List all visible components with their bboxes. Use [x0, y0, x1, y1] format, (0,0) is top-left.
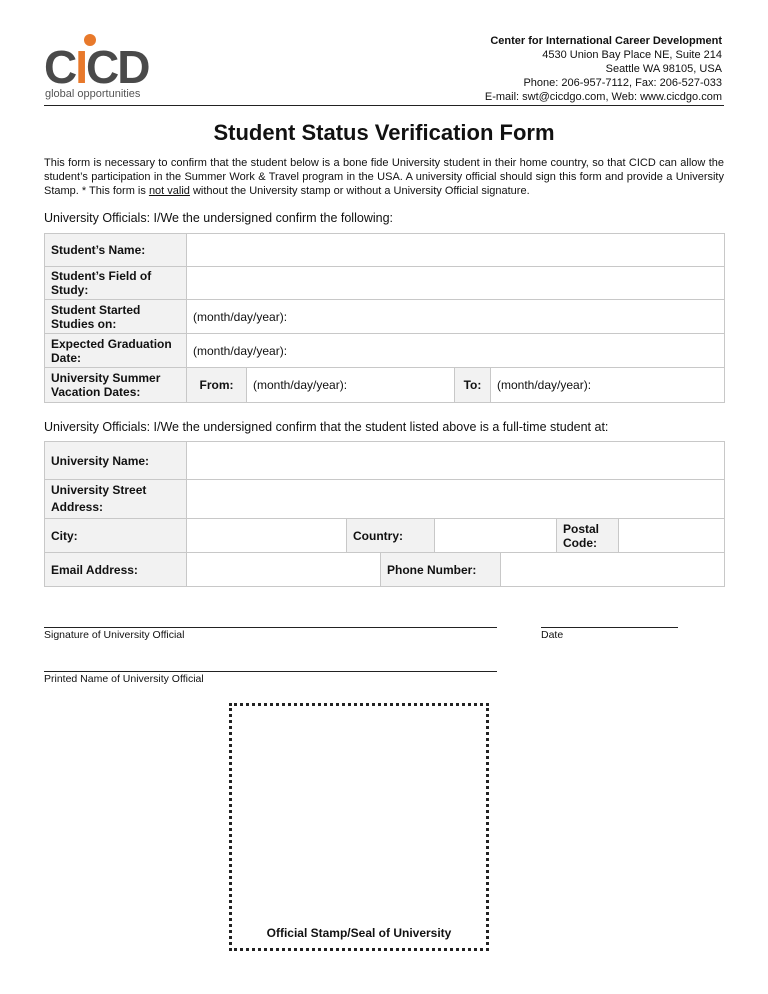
- student-name-label: Student’s Name:: [45, 234, 187, 267]
- street-address-field[interactable]: [187, 480, 725, 519]
- phone-number-label: Phone Number:: [381, 553, 501, 587]
- city-field[interactable]: [187, 519, 347, 553]
- printed-name-label: Printed Name of University Official: [44, 673, 204, 685]
- date-label: Date: [541, 629, 564, 641]
- studies-started-field[interactable]: (month/day/year):: [187, 300, 725, 334]
- vacation-from-label: From:: [187, 368, 247, 403]
- signature-line[interactable]: [44, 627, 497, 628]
- field-of-study-field[interactable]: [187, 267, 725, 300]
- street-address-label: University Street Address:: [45, 480, 187, 519]
- studies-started-label: Student Started Studies on:: [45, 300, 187, 334]
- vacation-to-label: To:: [455, 368, 491, 403]
- organization-phone-fax: Phone: 206-957-7112, Fax: 206-527-033: [523, 77, 722, 89]
- organization-address-2: Seattle WA 98105, USA: [605, 63, 722, 75]
- not-valid-emphasis: not valid: [148, 185, 190, 197]
- university-info-table: [44, 441, 725, 587]
- graduation-date-field[interactable]: (month/day/year):: [187, 334, 725, 368]
- organization-email-web: E-mail: swt@cicdgo.com, Web: www.cicdgo.com: [484, 91, 722, 103]
- logo-wordmark: CICD: [44, 41, 149, 93]
- graduation-date-label: Expected Graduation Date:: [45, 334, 187, 368]
- student-name-field[interactable]: [187, 234, 725, 267]
- stamp-label: Official Stamp/Seal of University: [266, 926, 452, 940]
- signature-label: Signature of University Official: [44, 629, 185, 641]
- vacation-to-field[interactable]: (month/day/year):: [491, 368, 725, 403]
- section2-heading: University Officials: I/We the undersigned confirm that the student listed above is a full-time student at:: [44, 420, 609, 434]
- vacation-from-field[interactable]: (month/day/year):: [247, 368, 455, 403]
- vacation-dates-label: University Summer Vacation Dates:: [45, 368, 187, 403]
- postal-code-label: Postal Code:: [557, 519, 619, 553]
- country-label: Country:: [347, 519, 435, 553]
- student-info-table: [44, 233, 725, 403]
- organization-address-1: 4530 Union Bay Place NE, Suite 214: [542, 49, 722, 61]
- organization-name: Center for International Career Development: [490, 35, 722, 47]
- printed-name-line[interactable]: [44, 671, 497, 672]
- field-of-study-label: Student’s Field of Study:: [45, 267, 187, 300]
- intro-paragraph: This form is necessary to confirm that the student below is a bone fide University student in their home country, so that CICD can allow the student’s participation in the Summer Work & Travel program in the USA. A university official should sign this form and provide a University Stamp. * This form is not valid without the University stamp or without a University Official signature.: [44, 157, 724, 197]
- country-field[interactable]: [435, 519, 557, 553]
- date-line[interactable]: [541, 627, 678, 628]
- postal-code-field[interactable]: [619, 519, 725, 553]
- stamp-box: [229, 703, 489, 951]
- organization-contact: [485, 34, 722, 104]
- phone-number-field[interactable]: [501, 553, 725, 587]
- email-address-label: Email Address:: [45, 553, 187, 587]
- university-name-field[interactable]: [187, 442, 725, 480]
- logo-tagline: global opportunities: [45, 88, 141, 100]
- city-label: City:: [45, 519, 187, 553]
- header-divider: [44, 105, 724, 106]
- university-name-label: University Name:: [45, 442, 187, 480]
- email-address-field[interactable]: [187, 553, 381, 587]
- form-title: Student Status Verification Form: [213, 120, 555, 145]
- cicd-logo: [44, 34, 164, 104]
- section1-heading: University Officials: I/We the undersigned confirm the following:: [44, 211, 393, 225]
